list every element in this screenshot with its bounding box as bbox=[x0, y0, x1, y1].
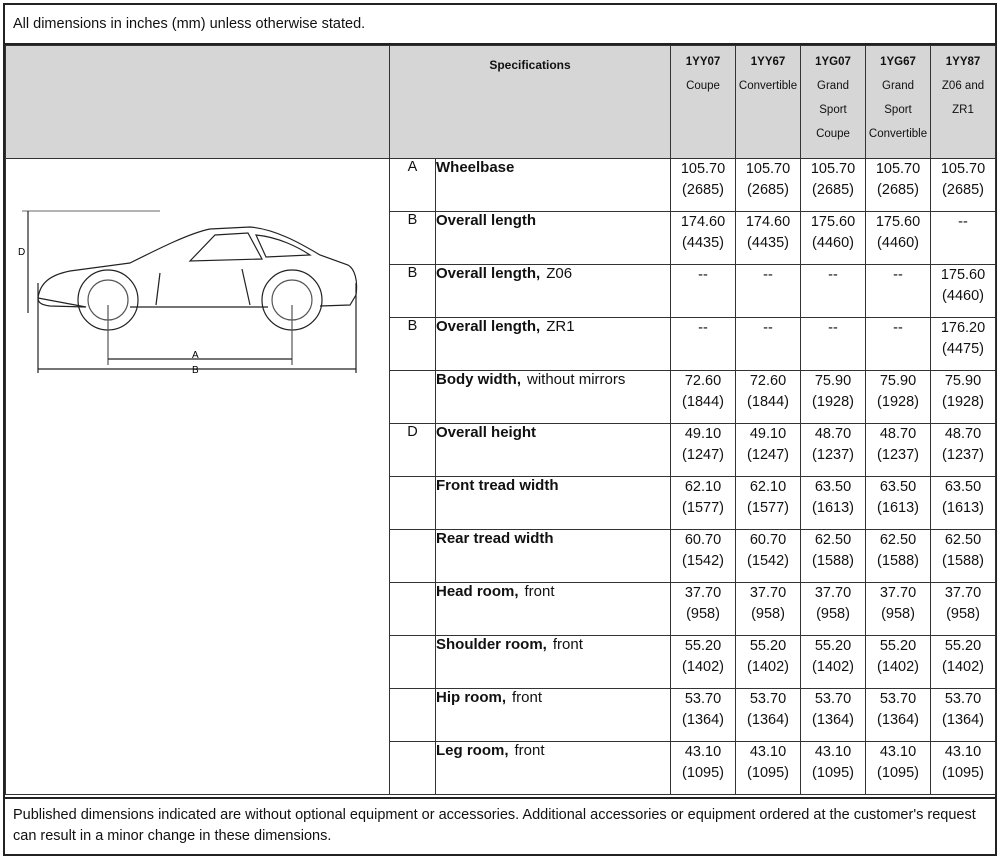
car-window bbox=[190, 233, 262, 261]
value-mm: (4460) bbox=[877, 235, 919, 251]
value-mm: (1237) bbox=[942, 447, 984, 463]
value-inches: 48.70 bbox=[814, 426, 852, 442]
value-mm: (4435) bbox=[747, 235, 789, 251]
spec-label: Overall length, bbox=[436, 318, 541, 335]
column-description: ZR1 bbox=[952, 104, 974, 116]
value-cell bbox=[671, 318, 736, 371]
value-inches: 105.70 bbox=[875, 161, 921, 177]
value-mm: (1095) bbox=[812, 765, 854, 781]
value-inches: 60.70 bbox=[749, 532, 787, 548]
column-code: 1YY87 bbox=[945, 56, 981, 68]
dimension-letter bbox=[390, 371, 436, 424]
value-cell bbox=[931, 212, 996, 265]
value-mm: (958) bbox=[946, 606, 980, 622]
value-cell bbox=[931, 371, 996, 424]
value-inches: 53.70 bbox=[684, 691, 722, 707]
value-mm: (1364) bbox=[812, 712, 854, 728]
value-inches: 174.60 bbox=[745, 214, 791, 230]
value-cell bbox=[866, 636, 931, 689]
value-inches: 60.70 bbox=[684, 532, 722, 548]
value-inches: 55.20 bbox=[879, 638, 917, 654]
value-cell bbox=[931, 636, 996, 689]
value-mm: (1402) bbox=[812, 659, 854, 675]
value-mm: (1542) bbox=[747, 553, 789, 569]
dimension-letter bbox=[390, 477, 436, 530]
value-inches: 62.50 bbox=[879, 532, 917, 548]
value-inches: 37.70 bbox=[879, 585, 917, 601]
value-mm: (1364) bbox=[942, 712, 984, 728]
value-cell bbox=[671, 530, 736, 583]
value-inches: 55.20 bbox=[814, 638, 852, 654]
value-cell bbox=[671, 212, 736, 265]
dimension-letter: B bbox=[390, 212, 436, 265]
spec-label: Overall height bbox=[436, 424, 537, 441]
column-header bbox=[801, 46, 866, 159]
value-inches: 105.70 bbox=[940, 161, 986, 177]
value-mm: (1613) bbox=[812, 500, 854, 516]
value-cell bbox=[931, 742, 996, 795]
value-cell bbox=[801, 636, 866, 689]
value-inches: 175.60 bbox=[810, 214, 856, 230]
column-description: Coupe bbox=[686, 80, 720, 92]
column-code: 1YY07 bbox=[685, 56, 721, 68]
value-cell bbox=[671, 424, 736, 477]
value-mm: (1588) bbox=[877, 553, 919, 569]
value-cell bbox=[801, 742, 866, 795]
car-rear-window bbox=[256, 235, 310, 257]
value-mm: (1095) bbox=[877, 765, 919, 781]
value-inches: 43.10 bbox=[814, 744, 852, 760]
column-description: Grand bbox=[817, 80, 849, 92]
value-inches: -- bbox=[828, 267, 838, 283]
value-inches: -- bbox=[828, 320, 838, 336]
spec-label-cell bbox=[436, 424, 671, 477]
value-cell bbox=[736, 530, 801, 583]
value-mm: (1588) bbox=[942, 553, 984, 569]
value-inches: 53.70 bbox=[944, 691, 982, 707]
spec-label-cell bbox=[436, 212, 671, 265]
value-inches: 43.10 bbox=[944, 744, 982, 760]
value-inches: 63.50 bbox=[944, 479, 982, 495]
value-cell bbox=[931, 689, 996, 742]
dimension-letter: D bbox=[390, 424, 436, 477]
spec-label-cell bbox=[436, 159, 671, 212]
value-inches: 75.90 bbox=[879, 373, 917, 389]
column-code: 1YY67 bbox=[750, 56, 786, 68]
value-cell bbox=[931, 583, 996, 636]
spec-label: Rear tread width bbox=[436, 530, 554, 547]
dimension-letter bbox=[390, 636, 436, 689]
spec-sublabel: front bbox=[552, 636, 583, 653]
value-mm: (1364) bbox=[747, 712, 789, 728]
car-dimension-diagram bbox=[10, 43, 380, 376]
value-cell bbox=[801, 371, 866, 424]
spec-label-cell bbox=[436, 265, 671, 318]
value-cell bbox=[736, 583, 801, 636]
value-inches: 53.70 bbox=[879, 691, 917, 707]
value-inches: 55.20 bbox=[749, 638, 787, 654]
value-cell bbox=[671, 636, 736, 689]
diagram-label-a: A bbox=[192, 350, 199, 361]
column-description: Convertible bbox=[738, 80, 798, 92]
value-cell bbox=[931, 159, 996, 212]
value-cell bbox=[801, 318, 866, 371]
value-inches: 105.70 bbox=[810, 161, 856, 177]
value-mm: (958) bbox=[751, 606, 785, 622]
value-mm: (4475) bbox=[942, 341, 984, 357]
value-cell bbox=[671, 742, 736, 795]
value-mm: (1844) bbox=[682, 394, 724, 410]
value-cell bbox=[671, 477, 736, 530]
spec-label: Overall length, bbox=[436, 265, 541, 282]
spec-label-cell bbox=[436, 636, 671, 689]
spec-sublabel: front bbox=[524, 583, 555, 600]
value-mm: (1237) bbox=[812, 447, 854, 463]
value-mm: (1364) bbox=[877, 712, 919, 728]
value-mm: (2685) bbox=[682, 182, 724, 198]
spec-sublabel: Z06 bbox=[546, 265, 573, 282]
spec-label: Body width, bbox=[436, 371, 521, 388]
value-mm: (1613) bbox=[942, 500, 984, 516]
value-mm: (1247) bbox=[682, 447, 724, 463]
value-cell bbox=[736, 265, 801, 318]
value-inches: -- bbox=[893, 320, 903, 336]
value-mm: (1844) bbox=[747, 394, 789, 410]
value-mm: (1577) bbox=[682, 500, 724, 516]
value-inches: 105.70 bbox=[745, 161, 791, 177]
value-cell bbox=[866, 265, 931, 318]
value-cell bbox=[866, 159, 931, 212]
value-inches: 62.10 bbox=[684, 479, 722, 495]
value-mm: (2685) bbox=[812, 182, 854, 198]
value-mm: (1247) bbox=[747, 447, 789, 463]
value-mm: (1542) bbox=[682, 553, 724, 569]
value-inches: 175.60 bbox=[940, 267, 986, 283]
value-mm: (1613) bbox=[877, 500, 919, 516]
value-cell bbox=[736, 636, 801, 689]
value-mm: (4435) bbox=[682, 235, 724, 251]
value-cell bbox=[866, 318, 931, 371]
value-inches: 72.60 bbox=[684, 373, 722, 389]
value-inches: 174.60 bbox=[680, 214, 726, 230]
value-cell bbox=[671, 583, 736, 636]
value-cell bbox=[801, 159, 866, 212]
column-description: Sport bbox=[819, 104, 847, 116]
value-inches: 53.70 bbox=[749, 691, 787, 707]
value-inches: -- bbox=[698, 320, 708, 336]
diagram-label-d: D bbox=[18, 247, 26, 258]
value-cell bbox=[736, 424, 801, 477]
value-inches: 49.10 bbox=[684, 426, 722, 442]
column-header bbox=[671, 46, 736, 159]
value-cell bbox=[866, 689, 931, 742]
spec-label-cell bbox=[436, 583, 671, 636]
spec-sublabel: front bbox=[512, 689, 543, 706]
value-cell bbox=[866, 583, 931, 636]
spec-label-cell bbox=[436, 477, 671, 530]
value-mm: (1402) bbox=[942, 659, 984, 675]
value-mm: (2685) bbox=[942, 182, 984, 198]
value-inches: 55.20 bbox=[944, 638, 982, 654]
value-mm: (1928) bbox=[877, 394, 919, 410]
value-inches: 37.70 bbox=[814, 585, 852, 601]
spec-label: Wheelbase bbox=[436, 159, 515, 176]
value-inches: 75.90 bbox=[814, 373, 852, 389]
spec-sublabel: without mirrors bbox=[527, 371, 626, 388]
value-cell bbox=[671, 689, 736, 742]
value-cell bbox=[801, 477, 866, 530]
value-mm: (1577) bbox=[747, 500, 789, 516]
value-mm: (1095) bbox=[942, 765, 984, 781]
value-cell bbox=[866, 424, 931, 477]
value-inches: -- bbox=[958, 214, 968, 230]
value-inches: 37.70 bbox=[944, 585, 982, 601]
value-inches: 175.60 bbox=[875, 214, 921, 230]
column-description: Coupe bbox=[816, 128, 850, 140]
value-inches: 37.70 bbox=[684, 585, 722, 601]
value-cell bbox=[736, 212, 801, 265]
value-cell bbox=[671, 159, 736, 212]
value-cell bbox=[866, 212, 931, 265]
spec-label-cell bbox=[436, 371, 671, 424]
value-inches: -- bbox=[893, 267, 903, 283]
value-inches: 43.10 bbox=[749, 744, 787, 760]
footnote: Published dimensions indicated are without optional equipment or accessories. Additional accessories or equipment ordered at the customer's request can result in a minor change in these dimensions. bbox=[5, 797, 995, 854]
door-line bbox=[242, 269, 250, 305]
spec-label-cell bbox=[436, 689, 671, 742]
value-cell bbox=[801, 689, 866, 742]
value-inches: 63.50 bbox=[814, 479, 852, 495]
specifications-header: Specifications bbox=[390, 46, 671, 159]
value-inches: 75.90 bbox=[944, 373, 982, 389]
value-inches: 43.10 bbox=[684, 744, 722, 760]
value-mm: (1095) bbox=[682, 765, 724, 781]
value-mm: (1928) bbox=[812, 394, 854, 410]
value-cell bbox=[736, 159, 801, 212]
value-inches: 63.50 bbox=[879, 479, 917, 495]
value-cell bbox=[736, 689, 801, 742]
car-body-outline bbox=[38, 227, 357, 307]
value-inches: 62.10 bbox=[749, 479, 787, 495]
column-description: Z06 and bbox=[941, 80, 985, 92]
value-cell bbox=[931, 530, 996, 583]
value-cell bbox=[736, 477, 801, 530]
value-cell bbox=[736, 742, 801, 795]
column-header bbox=[866, 46, 931, 159]
value-cell bbox=[931, 424, 996, 477]
value-mm: (958) bbox=[816, 606, 850, 622]
units-note: All dimensions in inches (mm) unless otherwise stated. bbox=[5, 5, 995, 45]
column-header bbox=[931, 46, 996, 159]
value-cell bbox=[931, 318, 996, 371]
value-cell bbox=[736, 318, 801, 371]
spec-label: Shoulder room, bbox=[436, 636, 547, 653]
spec-label: Leg room, bbox=[436, 742, 509, 759]
value-mm: (958) bbox=[881, 606, 915, 622]
value-cell bbox=[866, 371, 931, 424]
spec-label: Overall length bbox=[436, 212, 537, 229]
column-description: Convertible bbox=[868, 128, 928, 140]
value-cell bbox=[671, 265, 736, 318]
value-mm: (1364) bbox=[682, 712, 724, 728]
value-inches: 43.10 bbox=[879, 744, 917, 760]
value-mm: (1402) bbox=[747, 659, 789, 675]
value-cell bbox=[866, 530, 931, 583]
spec-label-cell bbox=[436, 742, 671, 795]
value-inches: 48.70 bbox=[944, 426, 982, 442]
value-inches: -- bbox=[763, 267, 773, 283]
value-inches: 53.70 bbox=[814, 691, 852, 707]
dimension-letter: A bbox=[390, 159, 436, 212]
spec-label-cell bbox=[436, 530, 671, 583]
value-cell bbox=[736, 371, 801, 424]
value-mm: (1588) bbox=[812, 553, 854, 569]
value-cell bbox=[931, 265, 996, 318]
value-inches: 176.20 bbox=[940, 320, 986, 336]
value-cell bbox=[671, 371, 736, 424]
value-mm: (1402) bbox=[682, 659, 724, 675]
value-mm: (1095) bbox=[747, 765, 789, 781]
value-cell bbox=[931, 477, 996, 530]
value-mm: (4460) bbox=[812, 235, 854, 251]
value-inches: 105.70 bbox=[680, 161, 726, 177]
dimension-letter bbox=[390, 583, 436, 636]
value-cell bbox=[801, 212, 866, 265]
value-inches: -- bbox=[698, 267, 708, 283]
value-inches: -- bbox=[763, 320, 773, 336]
value-mm: (1928) bbox=[942, 394, 984, 410]
column-code: 1YG07 bbox=[815, 56, 851, 68]
value-inches: 62.50 bbox=[944, 532, 982, 548]
value-inches: 72.60 bbox=[749, 373, 787, 389]
spec-sublabel: ZR1 bbox=[546, 318, 575, 335]
value-inches: 37.70 bbox=[749, 585, 787, 601]
value-inches: 62.50 bbox=[814, 532, 852, 548]
dimension-letter: B bbox=[390, 318, 436, 371]
value-mm: (4460) bbox=[942, 288, 984, 304]
value-mm: (1402) bbox=[877, 659, 919, 675]
value-inches: 55.20 bbox=[684, 638, 722, 654]
spec-label-cell bbox=[436, 318, 671, 371]
column-description: Grand bbox=[882, 80, 914, 92]
value-cell bbox=[866, 742, 931, 795]
value-cell bbox=[866, 477, 931, 530]
value-mm: (1237) bbox=[877, 447, 919, 463]
dimension-letter: B bbox=[390, 265, 436, 318]
column-code: 1YG67 bbox=[880, 56, 916, 68]
dimension-letter bbox=[390, 689, 436, 742]
spec-label: Hip room, bbox=[436, 689, 506, 706]
value-mm: (2685) bbox=[877, 182, 919, 198]
value-inches: 49.10 bbox=[749, 426, 787, 442]
column-header bbox=[736, 46, 801, 159]
value-cell bbox=[801, 530, 866, 583]
dimension-letter bbox=[390, 530, 436, 583]
value-mm: (2685) bbox=[747, 182, 789, 198]
door-front-line bbox=[156, 273, 160, 305]
value-inches: 48.70 bbox=[879, 426, 917, 442]
spec-label: Head room, bbox=[436, 583, 519, 600]
value-cell bbox=[801, 265, 866, 318]
diagram-label-b: B bbox=[192, 365, 199, 376]
value-mm: (958) bbox=[686, 606, 720, 622]
value-cell bbox=[801, 424, 866, 477]
column-description: Sport bbox=[884, 104, 912, 116]
value-cell bbox=[801, 583, 866, 636]
spec-label: Front tread width bbox=[436, 477, 559, 494]
dimension-letter bbox=[390, 742, 436, 795]
spec-sublabel: front bbox=[514, 742, 545, 759]
